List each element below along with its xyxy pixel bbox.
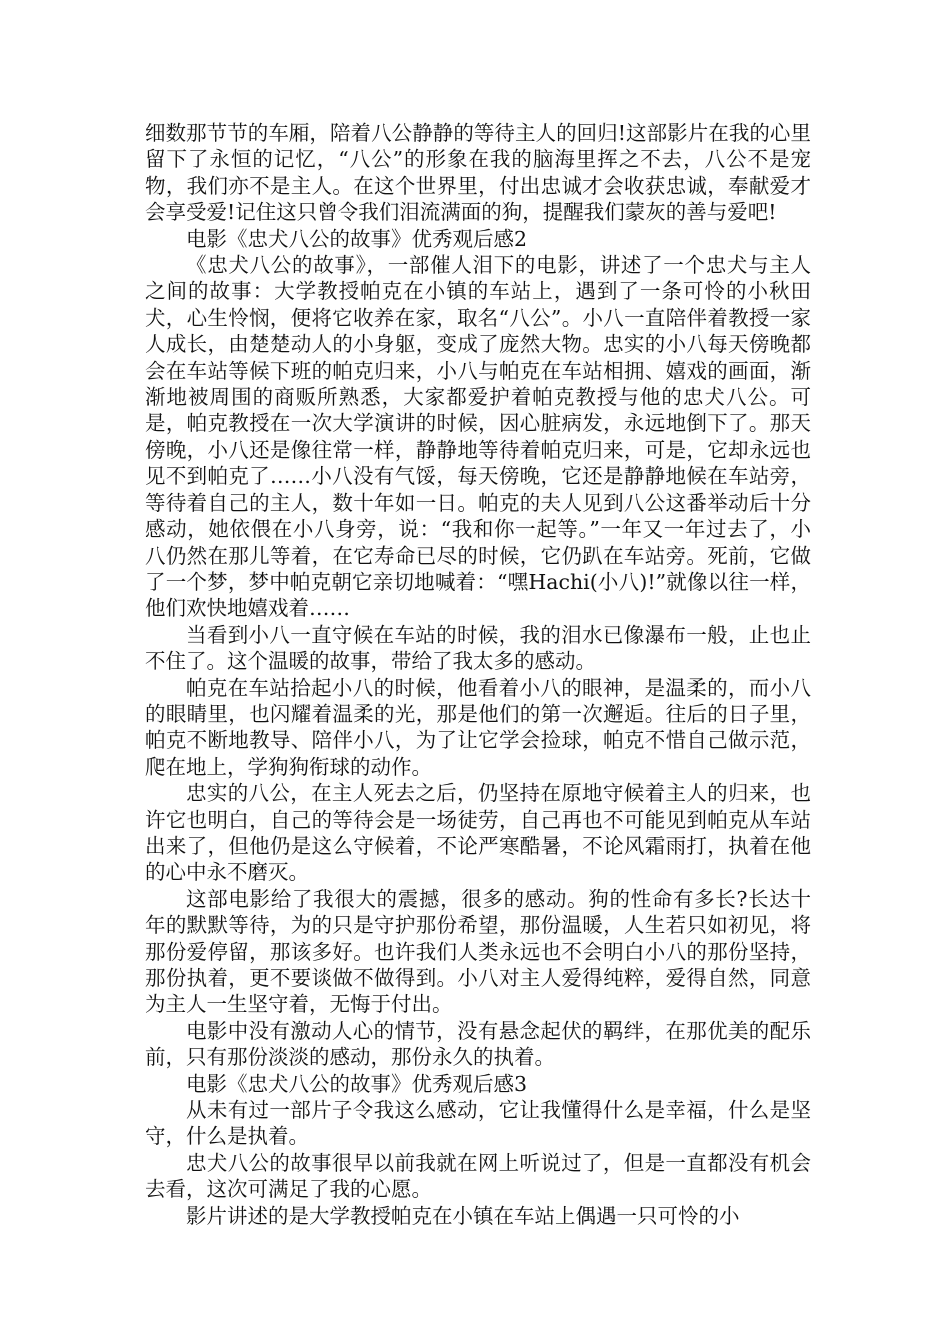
section-heading-3: 电影《忠犬八公的故事》优秀观后感3 [186, 1071, 528, 1096]
paragraph-1: 细数那节节的车厢，陪着八公静静的等待主人的回归!这部影片在我的心里留下了永恒的记忆，“八公”的形象在我的脑海里挥之不去，八公不是宠物，我们亦不是主人。在这个世界里，付出忠诚才会收获忠诚，奉献爱才会享受爱!记住这只曾令我们泪流满面的狗，提醒我们蒙灰的善与爱吧! [145, 121, 811, 225]
document-text-body [145, 120, 811, 1229]
paragraph-10: 影片讲述的是大学教授帕克在小镇在车站上偶遇一只可怜的小 [186, 1203, 740, 1228]
paragraph-3: 当看到小八一直守候在车站的时候，我的泪水已像瀑布一般，止也止不住了。这个温暖的故事，带给了我太多的感动。 [145, 622, 811, 674]
section-heading-2: 电影《忠犬八公的故事》优秀观后感2 [186, 226, 528, 251]
paragraph-8: 从未有过一部片子令我这么感动，它让我懂得什么是幸福，什么是坚守，什么是执着。 [145, 1098, 811, 1149]
paragraph-2: 《忠犬八公的故事》，一部催人泪下的电影，讲述了一个忠犬与主人之间的故事：大学教授帕克在小镇的车站上，遇到了一条可怜的小秋田犬，心生怜悯，便将它收养在家，取名“八公”。小八一直陪伴着教授一家人成长，由楚楚动人的小身躯，变成了庞然大物。忠实的小八每天傍晚都会在车站等候下班的帕克归来，小八与帕克在车站相拥、嬉戏的画面，渐渐地被周围的商贩所熟悉，大家都爱护着帕克教授与他的忠犬八公。可是，帕克教授在一次大学演讲的时候，因心脏病发，永远地倒下了。那天傍晚，小八还是像往常一样，静静地等待着帕克归来，可是，它却永远也见不到帕克了……小八没有气馁，每天傍晚，它还是静静地候在车站旁，等待着自己的主人，数十年如一日。帕克的夫人见到八公这番举动后十分感动，她依偎在小八身旁，说：“我和你一起等。”一年又一年过去了，小八仍然在那儿等着，在它寿命已尽的时候，它仍趴在车站旁。死前，它做了一个梦，梦中帕克朝它亲切地喊着：“嘿Hachi(小八)!”就像以往一样，他们欢快地嬉戏着…… [145, 253, 811, 621]
paragraph-7: 电影中没有激动人心的情节，没有悬念起伏的羁绊，在那优美的配乐前，只有那份淡淡的感动，那份永久的执着。 [145, 1018, 811, 1070]
paragraph-5: 忠实的八公，在主人死去之后，仍坚持在原地守候着主人的归来，也许它也明白，自己的等待会是一场徒劳，自己再也不可能见到帕克从车站出来了，但他仍是这么守候着，不论严寒酷暑，不论风霜雨打，执着在他的心中永不磨灭。 [145, 781, 811, 885]
paragraph-6: 这部电影给了我很大的震撼，很多的感动。狗的性命有多长?长达十年的默默等待，为的只是守护那份希望，那份温暖，人生若只如初见，将那份爱停留，那该多好。也许我们人类永远也不会明白小八的那份坚持，那份执着，更不要谈做不做得到。小八对主人爱得纯粹，爱得自然，同意为主人一生坚守着，无悔于付出。 [145, 886, 811, 1017]
paragraph-4: 帕克在车站拾起小八的时候，他看着小八的眼神，是温柔的，而小八的眼睛里，也闪耀着温柔的光，那是他们的第一次邂逅。往后的日子里，帕克不断地教导、陪伴小八，为了让它学会捡球，帕克不惜自己做示范，爬在地上，学狗狗衔球的动作。 [145, 675, 811, 779]
paragraph-9: 忠犬八公的故事很早以前我就在网上听说过了，但是一直都没有机会去看，这次可满足了我的心愿。 [145, 1150, 811, 1202]
